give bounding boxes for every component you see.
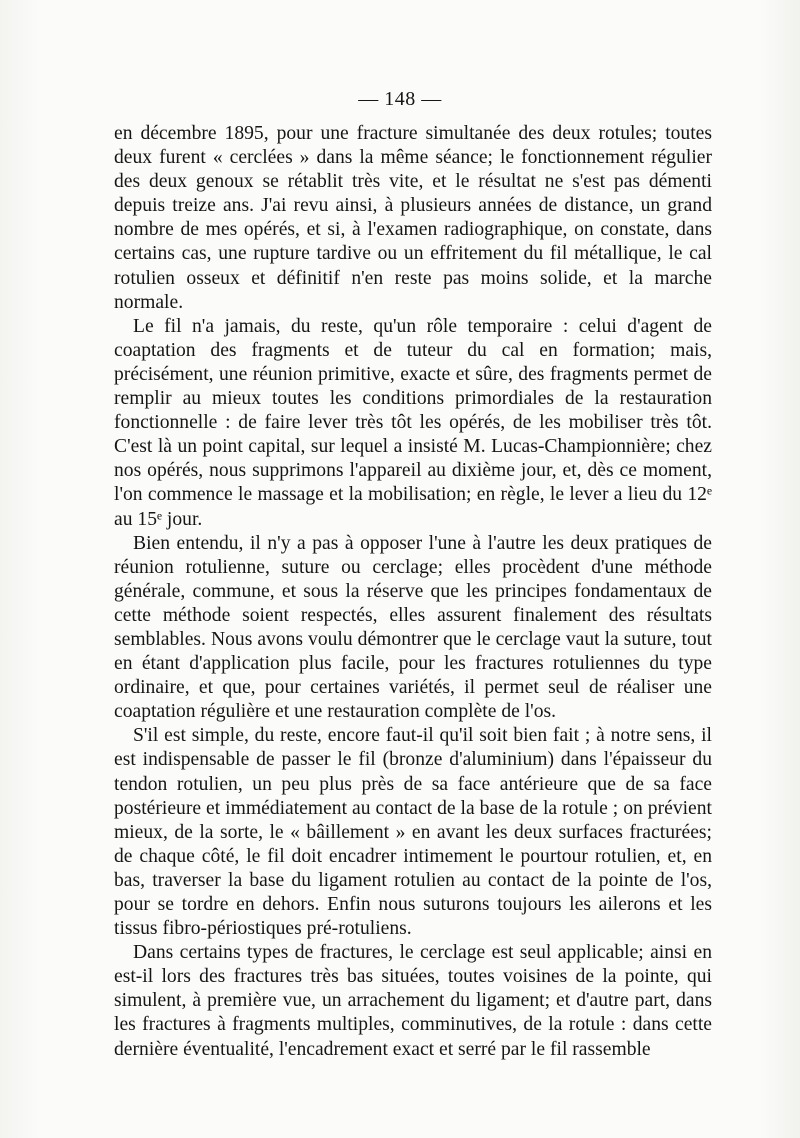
body-text — [114, 122, 712, 1062]
paragraph-1: en décembre 1895, pour une fracture simultanée des deux rotules; toutes deux furent « cerclées » dans la même séance; le fonctionnement régulier des deux genoux se rétablit très vite, et le résultat ne s'est pas démenti depuis treize ans. J'ai revu ainsi, à plusieurs années de distance, un grand nombre de mes opérés, et si, à l'examen radiographique, on constate, dans certains cas, une rupture tardive ou un effritement du fil métallique, le cal rotulien osseux et définitif n'en reste pas moins solide, et la marche normale. — [114, 123, 712, 313]
paragraph-5: Dans certains types de fractures, le cerclage est seul applicable; ainsi en est-il lors des fractures très bas situées, toutes voisines de la pointe, qui simulent, à première vue, un arrachement du ligament; et d'autre part, dans les fractures à fragments multiples, comminutives, de la rotule : dans cette dernière éventualité, l'encadrement exact et serré par le fil rassemble — [114, 942, 712, 1060]
paragraph-3: Bien entendu, il n'y a pas à opposer l'une à l'autre les deux pratiques de réunion rotulienne, suture ou cerclage; elles procèdent d'une méthode générale, commune, et sous la réserve que les principes fondamentaux de cette méthode soient respectés, elles assurent finalement des résultats semblables. Nous avons voulu démontrer que le cerclage vaut la suture, tout en étant d'application plus facile, pour les fractures rotuliennes du type ordinaire, et que, pour certaines variétés, il permet seul de réaliser une coaptation régulière et une restauration complète de l'os. — [114, 532, 712, 723]
paragraph-2: Le fil n'a jamais, du reste, qu'un rôle temporaire : celui d'agent de coaptation des fragments et de tuteur du cal en formation; mais, précisément, une réunion primitive, exacte et sûre, des fragments permet de remplir au mieux toutes les conditions primordiales de la restauration fonctionnelle : de faire lever très tôt les opérés, de les mobiliser très tôt. C'est là un point capital, sur lequel a insisté M. Lucas-Championnière; chez nos opérés, nous supprimons l'appareil au dixième jour, et, dès ce moment, l'on commence le massage et la mobilisation; en règle, le lever a lieu du 12ᵉ au 15ᵉ jour. — [114, 315, 712, 530]
page-number: — 148 — — [358, 88, 442, 110]
paragraph-4: S'il est simple, du reste, encore faut-il qu'il soit bien fait ; à notre sens, il est indispensable de passer le fil (bronze d'aluminium) dans l'épaisseur du tendon rotulien, un peu plus près de sa face antérieure que de sa face postérieure et immédiatement au contact de la base de la rotule ; on prévient mieux, de la sorte, le « bâillement » en avant les deux surfaces fracturées; de chaque côté, le fil doit encadrer intimement le pourtour rotulien, et, en bas, traverser la base du ligament rotulien au contact de la pointe de l'os, pour se tordre en dehors. Enfin nous suturons toujours les ailerons et les tissus fibro-périostiques pré-rotuliens. — [114, 725, 712, 940]
